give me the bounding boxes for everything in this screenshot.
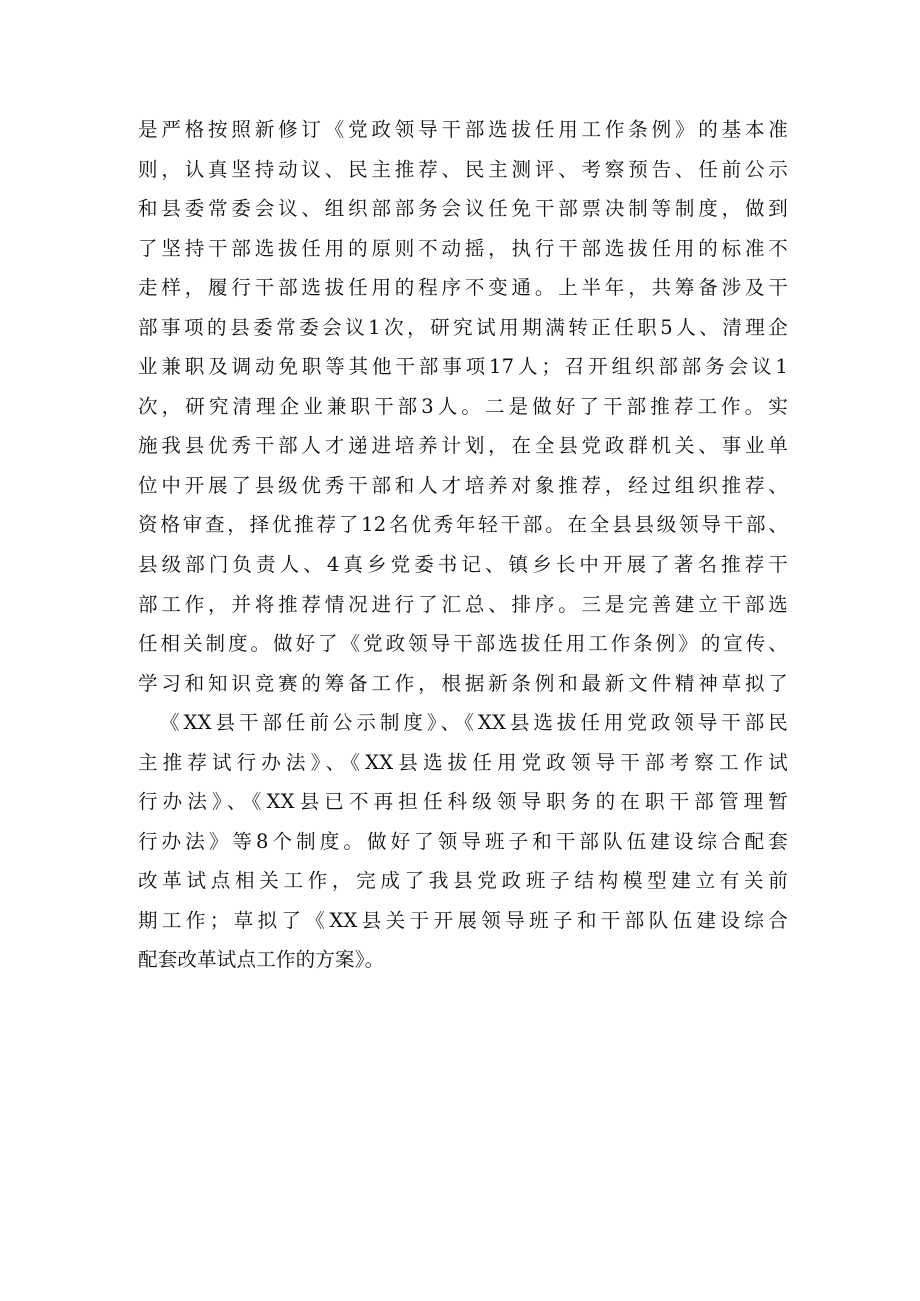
paragraph-line: 行办法》、《XX县已不再担任科级领导职务的在职干部管理暂 <box>138 790 788 814</box>
paragraph-line: 位中开展了县级优秀干部和人才培养对象推荐，经过组织推荐、 <box>138 473 788 497</box>
paragraph-line: 《XX县干部任前公示制度》、《XX县选拔任用党政领导干部民 <box>160 711 788 735</box>
paragraph-line: 县级部门负责人、4真乡党委书记、镇乡长中开展了著名推荐干 <box>138 553 788 577</box>
paragraph-line: 次，研究清理企业兼职干部3人。二是做好了干部推荐工作。实 <box>138 394 788 418</box>
paragraph-line: 业兼职及调动免职等其他干部事项17人；召开组织部部务会议1 <box>138 355 788 379</box>
paragraph-line: 期工作；草拟了《XX县关于开展领导班子和干部队伍建设综合 <box>138 908 788 932</box>
paragraph-line: 部事项的县委常委会议1次，研究试用期满转正任职5人、清理企 <box>138 315 788 339</box>
paragraph-line: 资格审查，择优推荐了12名优秀年轻干部。在全县县级领导干部、 <box>138 513 788 537</box>
body-paragraph <box>138 110 788 980</box>
paragraph-line: 配套改革试点工作的方案》。 <box>138 948 385 972</box>
paragraph-line: 学习和知识竞赛的筹备工作，根据新条例和最新文件精神草拟了 <box>138 671 788 695</box>
paragraph-line: 走样，履行干部选拔任用的程序不变通。上半年，共筹备涉及干 <box>138 276 788 300</box>
paragraph-line: 任相关制度。做好了《党政领导干部选拔任用工作条例》的宣传、 <box>138 632 788 656</box>
paragraph-line: 主推荐试行办法》、《XX县选拔任用党政领导干部考察工作试 <box>138 750 788 774</box>
paragraph-line: 施我县优秀干部人才递进培养计划，在全县党政群机关、事业单 <box>138 434 788 458</box>
paragraph-line: 了坚持干部选拔任用的原则不动摇，执行干部选拔任用的标准不 <box>138 236 788 260</box>
paragraph-line: 部工作，并将推荐情况进行了汇总、排序。三是完善建立干部选 <box>138 592 788 616</box>
paragraph-line: 改革试点相关工作，完成了我县党政班子结构模型建立有关前 <box>138 869 788 893</box>
paragraph-line: 是严格按照新修订《党政领导干部选拔任用工作条例》的基本准 <box>138 118 788 141</box>
paragraph-line: 行办法》等8个制度。做好了领导班子和干部队伍建设综合配套 <box>138 829 788 853</box>
paragraph-line: 和县委常委会议、组织部部务会议任免干部票决制等制度，做到 <box>138 197 788 221</box>
paragraph-line: 则，认真坚持动议、民主推荐、民主测评、考察预告、任前公示 <box>138 157 788 181</box>
